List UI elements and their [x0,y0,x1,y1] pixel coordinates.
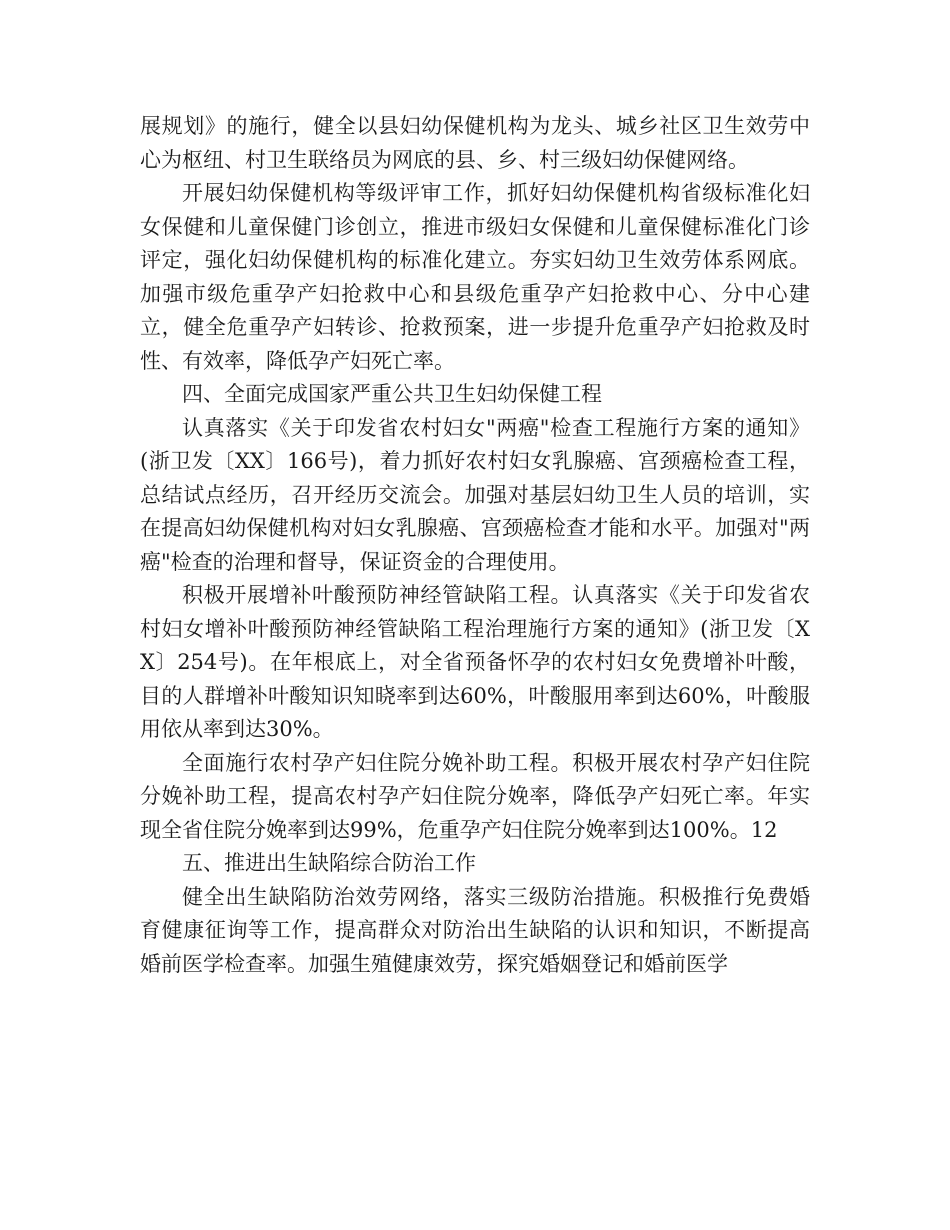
paragraph-two-cancers: 认真落实《关于印发省农村妇女"两癌"检查工程施行方案的通知》(浙卫发〔XX〕166号)，着力抓好农村妇女乳腺癌、宫颈癌检查工程，总结试点经历，召开经历交流会。加强对基层妇幼卫生人员的培训，实在提高妇幼保健机构对妇女乳腺癌、宫颈癌检查才能和水平。加强对"两癌"检查的治理和督导，保证资金的合理使用。 [140,415,810,574]
paragraph-continued: 展规划》的施行，健全以县妇幼保健机构为龙头、城乡社区卫生效劳中心为枢纽、村卫生联络员为网底的县、乡、村三级妇幼保健网络。 [140,114,810,172]
paragraph-folic-acid: 积极开展增补叶酸预防神经管缺陷工程。认真落实《关于印发省农村妇女增补叶酸预防神经管缺陷工程治理施行方案的通知》(浙卫发〔XX〕254号)。在年根底上，对全省预备怀孕的农村妇女免费增补叶酸，目的人群增补叶酸知识知晓率到达60%，叶酸服用率到达60%，叶酸服用依从率到达30%。 [140,583,810,741]
paragraph-delivery-subsidy: 全面施行农村孕产妇住院分娩补助工程。积极开展农村孕产妇住院分娩补助工程，提高农村孕产妇住院分娩率，降低孕产妇死亡率。年实现全省住院分娩率到达99%，危重孕产妇住院分娩率到达100%。12 [140,750,810,842]
document-body [140,110,810,981]
section-heading-five: 五、推进出生缺陷综合防治工作 [182,851,476,875]
paragraph-evaluation: 开展妇幼保健机构等级评审工作，抓好妇幼保健机构省级标准化妇女保健和儿童保健门诊创立，推进市级妇女保健和儿童保健标准化门诊评定，强化妇幼保健机构的标准化建立。夯实妇幼卫生效劳体系网底。加强市级危重孕产妇抢救中心和县级危重孕产妇抢救中心、分中心建立，健全危重孕产妇转诊、抢救预案，进一步提升危重孕产妇抢救及时性、有效率，降低孕产妇死亡率。 [140,181,810,373]
paragraph-birth-defects: 健全出生缺陷防治效劳网络，落实三级防治措施。积极推行免费婚育健康征询等工作，提高群众对防治出生缺陷的认识和知识，不断提高婚前医学检查率。加强生殖健康效劳，探究婚姻登记和婚前医学 [140,884,810,976]
section-heading-four: 四、全面完成国家严重公共卫生妇幼保健工程 [182,382,602,406]
